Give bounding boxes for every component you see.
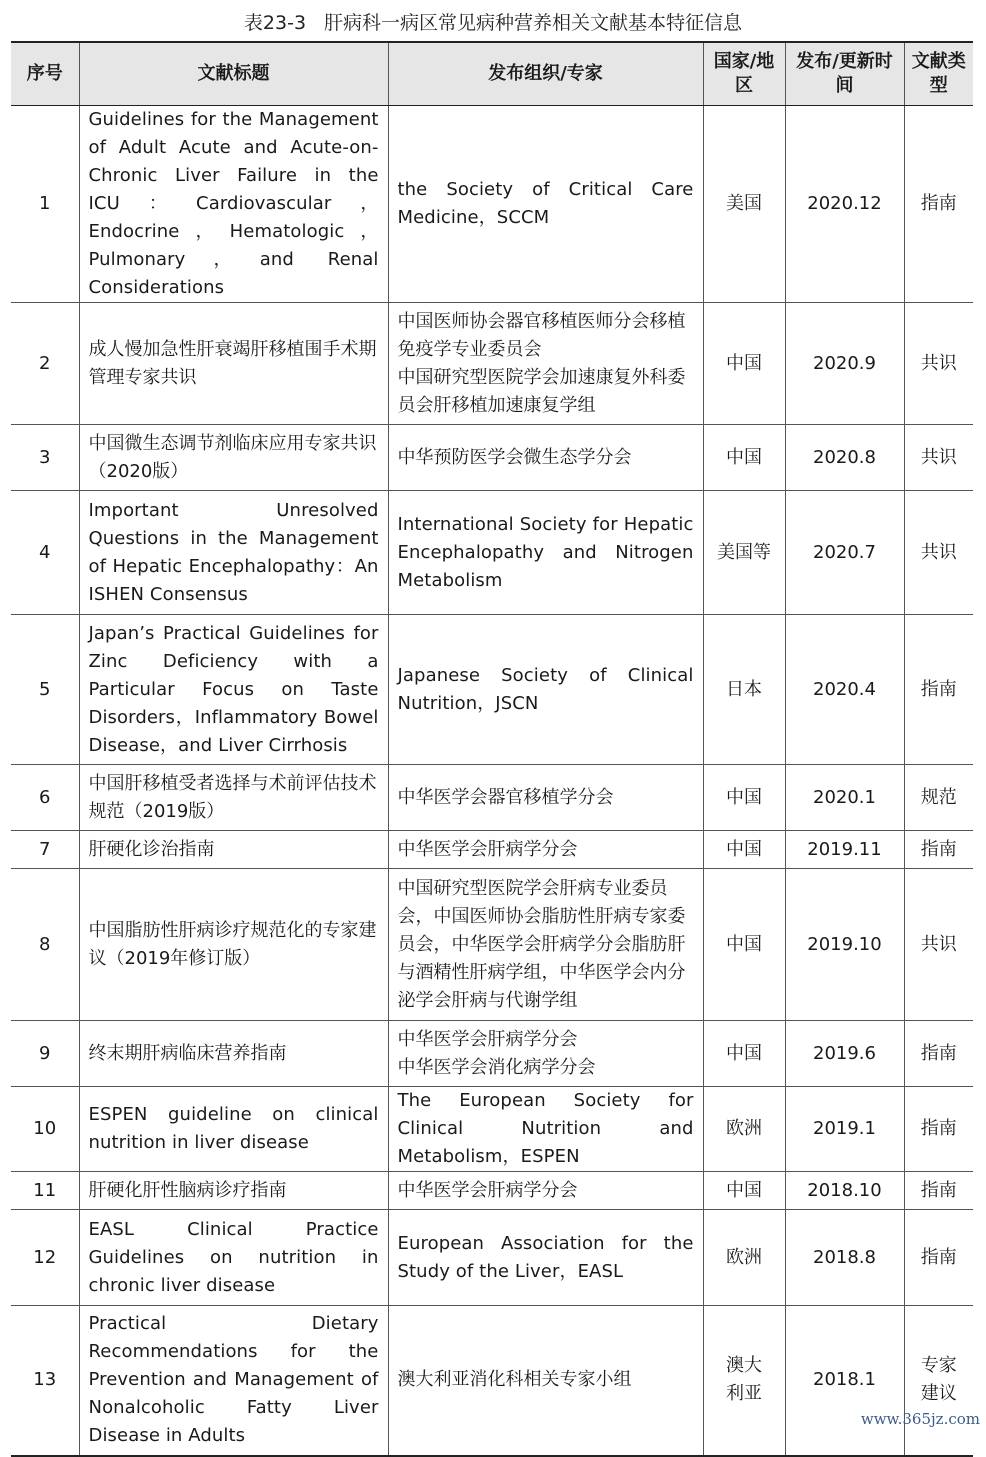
cell-org: The European Society for Clinical Nutrition and Metabolism，ESPEN [388, 1087, 703, 1172]
literature-table [11, 41, 973, 1457]
cell-title: Important Unresolved Questions in the Management of Hepatic Encephalopathy：An ISHEN Consensus [79, 491, 388, 615]
table-row [11, 1210, 973, 1306]
cell-type: 指南 [904, 831, 973, 869]
cell-no: 3 [11, 425, 79, 491]
cell-title: 中国肝移植受者选择与术前评估技术规范（2019版） [79, 765, 388, 831]
cell-region: 日本 [703, 615, 785, 765]
cell-region: 中国 [703, 303, 785, 425]
cell-region: 欧洲 [703, 1087, 785, 1172]
watermark-text: www.365jz.com [860, 1410, 980, 1428]
cell-type: 指南 [904, 106, 973, 303]
cell-no: 13 [11, 1306, 79, 1456]
cell-type: 指南 [904, 1172, 973, 1210]
cell-title: 成人慢加急性肝衰竭肝移植围手术期管理专家共识 [79, 303, 388, 425]
caption-title: 肝病科一病区常见病种营养相关文献基本特征信息 [324, 12, 743, 34]
cell-region: 中国 [703, 765, 785, 831]
table-row [11, 615, 973, 765]
table-row [11, 106, 973, 303]
cell-region: 澳大利亚 [703, 1306, 785, 1456]
header-org: 发布组织/专家 [388, 42, 703, 106]
cell-no: 7 [11, 831, 79, 869]
cell-date: 2020.8 [785, 425, 904, 491]
table-row [11, 869, 973, 1021]
cell-date: 2018.1 [785, 1306, 904, 1456]
cell-no: 1 [11, 106, 79, 303]
cell-date: 2020.4 [785, 615, 904, 765]
cell-date: 2020.12 [785, 106, 904, 303]
cell-title: Practical Dietary Recommendations for the Prevention and Management of Nonalcoholic Fatty Liver Disease in Adults [79, 1306, 388, 1456]
cell-region: 美国 [703, 106, 785, 303]
cell-title: 肝硬化肝性脑病诊疗指南 [79, 1172, 388, 1210]
table-row [11, 303, 973, 425]
cell-org: 中国医师协会器官移植医师分会移植免疫学专业委员会 中国研究型医院学会加速康复外科委员会肝移植加速康复学组 [388, 303, 703, 425]
cell-org: 澳大利亚消化科相关专家小组 [388, 1306, 703, 1456]
cell-title: Guidelines for the Management of Adult Acute and Acute-on-Chronic Liver Failure in the ICU：Cardiovascular，Endocrine，Hematologic，Pulmonary，and Renal Considerations [79, 106, 388, 303]
table-row [11, 491, 973, 615]
cell-title: 中国微生态调节剂临床应用专家共识（2020版） [79, 425, 388, 491]
table-caption [0, 6, 986, 40]
cell-date: 2019.6 [785, 1021, 904, 1087]
cell-no: 11 [11, 1172, 79, 1210]
cell-type: 指南 [904, 1210, 973, 1306]
cell-type: 共识 [904, 491, 973, 615]
cell-region: 中国 [703, 831, 785, 869]
cell-org: International Society for Hepatic Encephalopathy and Nitrogen Metabolism [388, 491, 703, 615]
cell-date: 2018.10 [785, 1172, 904, 1210]
cell-type: 规范 [904, 765, 973, 831]
cell-org: Japanese Society of Clinical Nutrition，JSCN [388, 615, 703, 765]
cell-no: 6 [11, 765, 79, 831]
cell-date: 2020.1 [785, 765, 904, 831]
header-title: 文献标题 [79, 42, 388, 106]
header-no: 序号 [11, 42, 79, 106]
header-date: 发布/更新时间 [785, 42, 904, 106]
cell-title: Japan’s Practical Guidelines for Zinc Deficiency with a Particular Focus on Taste Disorders，Inflammatory Bowel Disease，and Liver Cirrhosis [79, 615, 388, 765]
cell-org: 中华医学会肝病学分会 中华医学会消化病学分会 [388, 1021, 703, 1087]
cell-date: 2019.10 [785, 869, 904, 1021]
cell-no: 9 [11, 1021, 79, 1087]
cell-date: 2019.11 [785, 831, 904, 869]
table-row [11, 1306, 973, 1456]
table-row [11, 1172, 973, 1210]
cell-title: ESPEN guideline on clinical nutrition in liver disease [79, 1087, 388, 1172]
header-region: 国家/地区 [703, 42, 785, 106]
cell-date: 2019.1 [785, 1087, 904, 1172]
cell-org: European Association for the Study of the Liver，EASL [388, 1210, 703, 1306]
cell-region: 中国 [703, 425, 785, 491]
table-row [11, 831, 973, 869]
cell-no: 10 [11, 1087, 79, 1172]
cell-type: 指南 [904, 1021, 973, 1087]
cell-date: 2020.9 [785, 303, 904, 425]
cell-region: 美国等 [703, 491, 785, 615]
cell-no: 12 [11, 1210, 79, 1306]
cell-region: 中国 [703, 1172, 785, 1210]
cell-org: 中华医学会器官移植学分会 [388, 765, 703, 831]
cell-type: 指南 [904, 1087, 973, 1172]
cell-org: the Society of Critical Care Medicine，SCCM [388, 106, 703, 303]
cell-type: 共识 [904, 425, 973, 491]
table-row [11, 1021, 973, 1087]
cell-org: 中华医学会肝病学分会 [388, 831, 703, 869]
cell-region: 欧洲 [703, 1210, 785, 1306]
cell-type: 指南 [904, 615, 973, 765]
table-header-row [11, 42, 973, 106]
cell-date: 2018.8 [785, 1210, 904, 1306]
cell-title: 肝硬化诊治指南 [79, 831, 388, 869]
cell-region: 中国 [703, 869, 785, 1021]
table-row [11, 1087, 973, 1172]
caption-number: 表23-3 [243, 12, 307, 34]
cell-title: 中国脂肪性肝病诊疗规范化的专家建议（2019年修订版） [79, 869, 388, 1021]
cell-title: 终末期肝病临床营养指南 [79, 1021, 388, 1087]
cell-org: 中华医学会肝病学分会 [388, 1172, 703, 1210]
cell-org: 中华预防医学会微生态学分会 [388, 425, 703, 491]
cell-type: 共识 [904, 869, 973, 1021]
cell-title: EASL Clinical Practice Guidelines on nutrition in chronic liver disease [79, 1210, 388, 1306]
cell-type: 共识 [904, 303, 973, 425]
cell-no: 4 [11, 491, 79, 615]
cell-region: 中国 [703, 1021, 785, 1087]
cell-no: 8 [11, 869, 79, 1021]
table-row [11, 765, 973, 831]
cell-no: 5 [11, 615, 79, 765]
cell-date: 2020.7 [785, 491, 904, 615]
cell-no: 2 [11, 303, 79, 425]
table-row [11, 425, 973, 491]
cell-org: 中国研究型医院学会肝病专业委员会，中国医师协会脂肪性肝病专家委员会，中华医学会肝病学分会脂肪肝与酒精性肝病学组，中华医学会内分泌学会肝病与代谢学组 [388, 869, 703, 1021]
cell-type: 专家建议 [904, 1306, 973, 1456]
header-type: 文献类型 [904, 42, 973, 106]
